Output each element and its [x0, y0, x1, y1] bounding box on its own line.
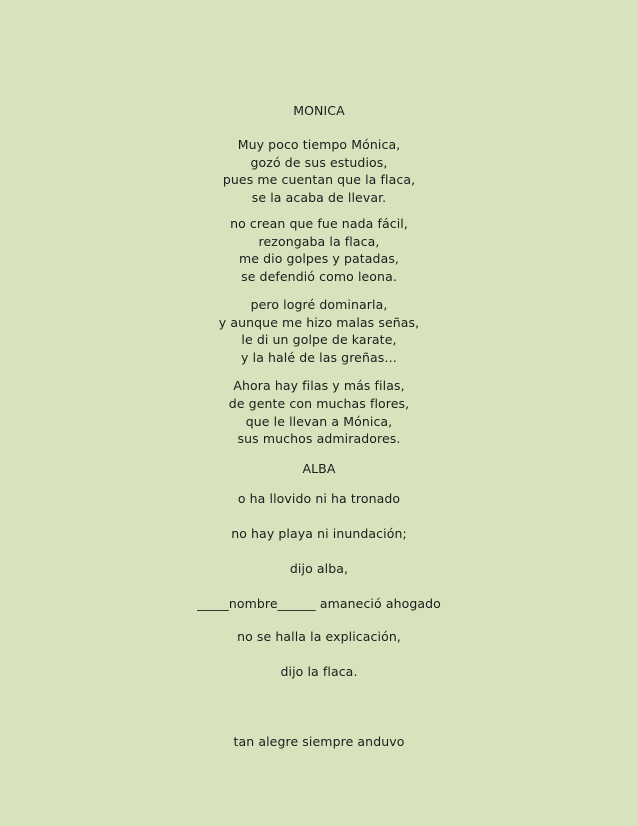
- poem-title-alba: ALBA: [302, 461, 336, 476]
- poem-line: sus muchos admiradores.: [237, 431, 401, 446]
- poem-line: y la halé de las greñas…: [241, 350, 397, 365]
- poem-line: rezongaba la flaca,: [258, 234, 380, 249]
- poem-line: le di un golpe de karate,: [241, 332, 397, 347]
- poem-line: o ha llovido ni ha tronado: [237, 491, 401, 506]
- poem-line: se defendió como leona.: [241, 269, 397, 284]
- poem-line: me dio golpes y patadas,: [238, 251, 400, 266]
- poem-line: que le llevan a Mónica,: [245, 414, 393, 429]
- poem-line: dijo la flaca.: [280, 664, 358, 679]
- poem-line: no se halla la explicación,: [237, 629, 401, 644]
- poem-line: no hay playa ni inundación;: [231, 526, 407, 541]
- poem-line: pero logré dominarla,: [250, 297, 388, 312]
- poem-line: y aunque me hizo malas señas,: [218, 315, 420, 330]
- poem-line: tan alegre siempre anduvo: [233, 734, 405, 749]
- poem-line: dijo alba,: [289, 561, 349, 576]
- poem-line: Muy poco tiempo Mónica,: [237, 137, 401, 152]
- poem-line: gozó de sus estudios,: [250, 155, 388, 170]
- poem-line: Ahora hay filas y más filas,: [233, 378, 405, 393]
- poem-line: de gente con muchas flores,: [228, 396, 410, 411]
- poem-line: pues me cuentan que la flaca,: [222, 172, 416, 187]
- poem-line: _____nombre______ amaneció ahogado: [197, 596, 441, 611]
- poem-line: no crean que fue nada fácil,: [230, 216, 408, 231]
- poem-line: se la acaba de llevar.: [251, 190, 387, 205]
- poem-title-monica: MONICA: [293, 103, 345, 118]
